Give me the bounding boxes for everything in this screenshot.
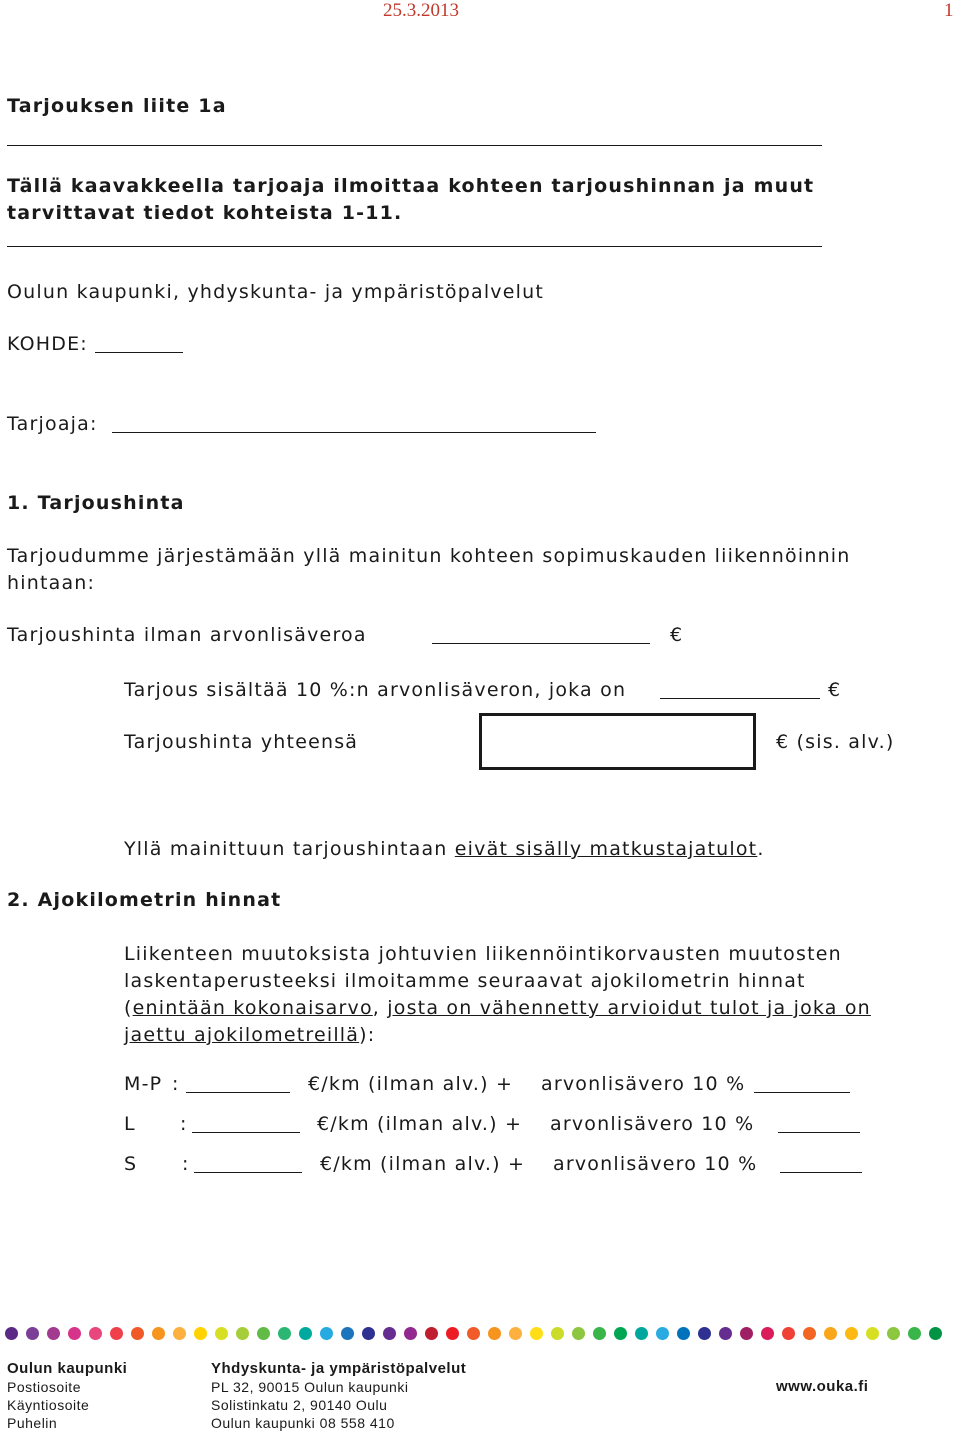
km-row-l-unit: €/km (ilman alv.) + <box>317 1113 523 1135</box>
km-row-l-label: L <box>124 1113 136 1135</box>
footer-dot <box>131 1327 144 1340</box>
footer-department-name: Yhdyskunta- ja ympäristöpalvelut <box>211 1360 467 1377</box>
total-price-label: Tarjoushinta yhteensä <box>124 731 359 753</box>
km-row-mp-unit: €/km (ilman alv.) + <box>308 1073 514 1095</box>
footer-dot <box>299 1327 312 1340</box>
section2-line-3 <box>124 995 924 1022</box>
price-note-emphasis: eivät sisälly matkustajatulot <box>454 838 758 860</box>
paren-open: ( <box>124 997 133 1019</box>
footer-visit-address: Solistinkatu 2, 90140 Oulu <box>211 1397 388 1413</box>
footer-dot <box>383 1327 396 1340</box>
footer-dot <box>530 1327 543 1340</box>
footer-dot <box>362 1327 375 1340</box>
footer-postal-address: PL 32, 90015 Oulun kaupunki <box>211 1379 409 1395</box>
km-row-mp-vat-label: arvonlisävero 10 % <box>541 1073 746 1095</box>
footer-dot <box>467 1327 480 1340</box>
price-note-suffix: . <box>757 838 765 860</box>
footer-dot <box>593 1327 606 1340</box>
footer-dot <box>425 1327 438 1340</box>
page-title: Tarjouksen liite 1a <box>7 95 227 117</box>
footer-dot <box>782 1327 795 1340</box>
footer-dot <box>173 1327 186 1340</box>
footer-org-name: Oulun kaupunki <box>7 1360 128 1377</box>
page-number: 1 <box>944 0 954 21</box>
footer-dot <box>320 1327 333 1340</box>
footer-dot <box>341 1327 354 1340</box>
footer-dot-band <box>5 1327 942 1341</box>
footer-dot <box>740 1327 753 1340</box>
footer-dot <box>26 1327 39 1340</box>
footer-dot <box>572 1327 585 1340</box>
footer-dot <box>656 1327 669 1340</box>
footer-dot <box>257 1327 270 1340</box>
footer-dot <box>509 1327 522 1340</box>
comma-separator: , <box>372 997 388 1019</box>
footer-label-postal: Postiosoite <box>7 1379 81 1395</box>
section1-text-line-2: hintaan: <box>7 572 96 594</box>
price-note <box>124 838 765 860</box>
km-row-l-vat-label: arvonlisävero 10 % <box>550 1113 755 1135</box>
tarjoaja-field[interactable] <box>112 414 596 433</box>
footer-dot <box>278 1327 291 1340</box>
footer-dot <box>614 1327 627 1340</box>
km-row-s-label: S <box>124 1153 138 1175</box>
footer-dot <box>551 1327 564 1340</box>
footer-label-visit: Käyntiosoite <box>7 1397 90 1413</box>
km-row-l-sep: : <box>180 1113 188 1135</box>
tarjoaja-label: Tarjoaja: <box>7 413 98 435</box>
footer-phone: Oulun kaupunki 08 558 410 <box>211 1415 395 1431</box>
km-row-mp-vat-field[interactable] <box>754 1074 850 1093</box>
deduction-text: josta on vähennetty arvioidut tulot ja joka on <box>387 997 871 1019</box>
header-date: 25.3.2013 <box>383 0 459 21</box>
per-km-text: jaettu ajokilometreillä <box>124 1024 360 1046</box>
km-row-s-vat-label: arvonlisävero 10 % <box>553 1153 758 1175</box>
vat-label: Tarjous sisältää 10 %:n arvonlisäveron, joka on <box>124 679 627 701</box>
footer-dot <box>215 1327 228 1340</box>
footer-dot <box>908 1327 921 1340</box>
km-row-s-sep: : <box>182 1153 190 1175</box>
footer-dot <box>887 1327 900 1340</box>
km-row-mp-label: M-P <box>124 1073 163 1095</box>
divider-top <box>7 145 822 146</box>
footer-dot <box>110 1327 123 1340</box>
km-row-l-price-field[interactable] <box>192 1114 300 1133</box>
footer-dot <box>47 1327 60 1340</box>
footer-dot <box>677 1327 690 1340</box>
section2-heading: 2. Ajokilometrin hinnat <box>7 889 282 911</box>
section1-text-line-1: Tarjoudumme järjestämään yllä mainitun kohteen sopimuskauden liikennöinnin <box>7 545 851 567</box>
section2-line-2: laskentaperusteeksi ilmoitamme seuraavat ajokilometrin hinnat <box>124 970 806 992</box>
intro-line-1: Tällä kaavakkeella tarjoaja ilmoittaa kohteen tarjoushinnan ja muut <box>7 175 815 197</box>
paren-close: ): <box>359 1024 376 1046</box>
footer-dot <box>236 1327 249 1340</box>
km-row-s-unit: €/km (ilman alv.) + <box>320 1153 526 1175</box>
divider-middle <box>7 246 822 247</box>
km-row-l-vat-field[interactable] <box>778 1114 860 1133</box>
footer-dot <box>761 1327 774 1340</box>
price-excl-vat-field[interactable] <box>432 625 650 644</box>
currency-symbol-vat: € <box>828 679 842 701</box>
footer-website-link[interactable]: www.ouka.fi <box>776 1378 869 1395</box>
footer-dot <box>824 1327 837 1340</box>
footer-dot <box>845 1327 858 1340</box>
section2-paragraph <box>124 941 924 1049</box>
footer-dot <box>635 1327 648 1340</box>
footer-dot <box>803 1327 816 1340</box>
footer-col-1 <box>7 1360 127 1432</box>
footer-dot <box>68 1327 81 1340</box>
footer-dot <box>89 1327 102 1340</box>
footer-dot <box>719 1327 732 1340</box>
footer-dot <box>866 1327 879 1340</box>
footer-dot <box>404 1327 417 1340</box>
organization-name: Oulun kaupunki, yhdyskunta- ja ympäristöpalvelut <box>7 281 545 303</box>
max-value-text: enintään kokonaisarvo <box>132 997 373 1019</box>
footer-label-phone: Puhelin <box>7 1415 58 1431</box>
vat-amount-field[interactable] <box>660 680 820 699</box>
footer-dot <box>929 1327 942 1340</box>
section2-line-1: Liikenteen muutoksista johtuvien liikennöintikorvausten muutosten <box>124 943 842 965</box>
km-row-mp-price-field[interactable] <box>186 1074 290 1093</box>
footer-dot <box>698 1327 711 1340</box>
km-row-s-vat-field[interactable] <box>780 1154 862 1173</box>
footer-dot <box>194 1327 207 1340</box>
kohde-label: KOHDE: <box>7 333 88 355</box>
footer-dot <box>152 1327 165 1340</box>
price-excl-vat-label: Tarjoushinta ilman arvonlisäveroa <box>7 624 367 646</box>
km-row-mp-sep: : <box>172 1073 180 1095</box>
total-price-box[interactable] <box>479 713 756 770</box>
price-note-prefix: Yllä mainittuun tarjoushintaan <box>124 838 455 860</box>
intro-line-2: tarvittavat tiedot kohteista 1-11. <box>7 202 403 224</box>
section1-heading: 1. Tarjoushinta <box>7 492 185 514</box>
km-row-s-price-field[interactable] <box>194 1154 302 1173</box>
currency-symbol: € <box>670 624 684 646</box>
total-price-suffix: € (sis. alv.) <box>776 731 895 753</box>
footer-dot <box>446 1327 459 1340</box>
footer-dot <box>488 1327 501 1340</box>
footer-col-2 <box>211 1360 466 1432</box>
footer-dot <box>5 1327 18 1340</box>
kohde-field[interactable] <box>95 334 183 353</box>
section2-line-4 <box>124 1022 924 1049</box>
